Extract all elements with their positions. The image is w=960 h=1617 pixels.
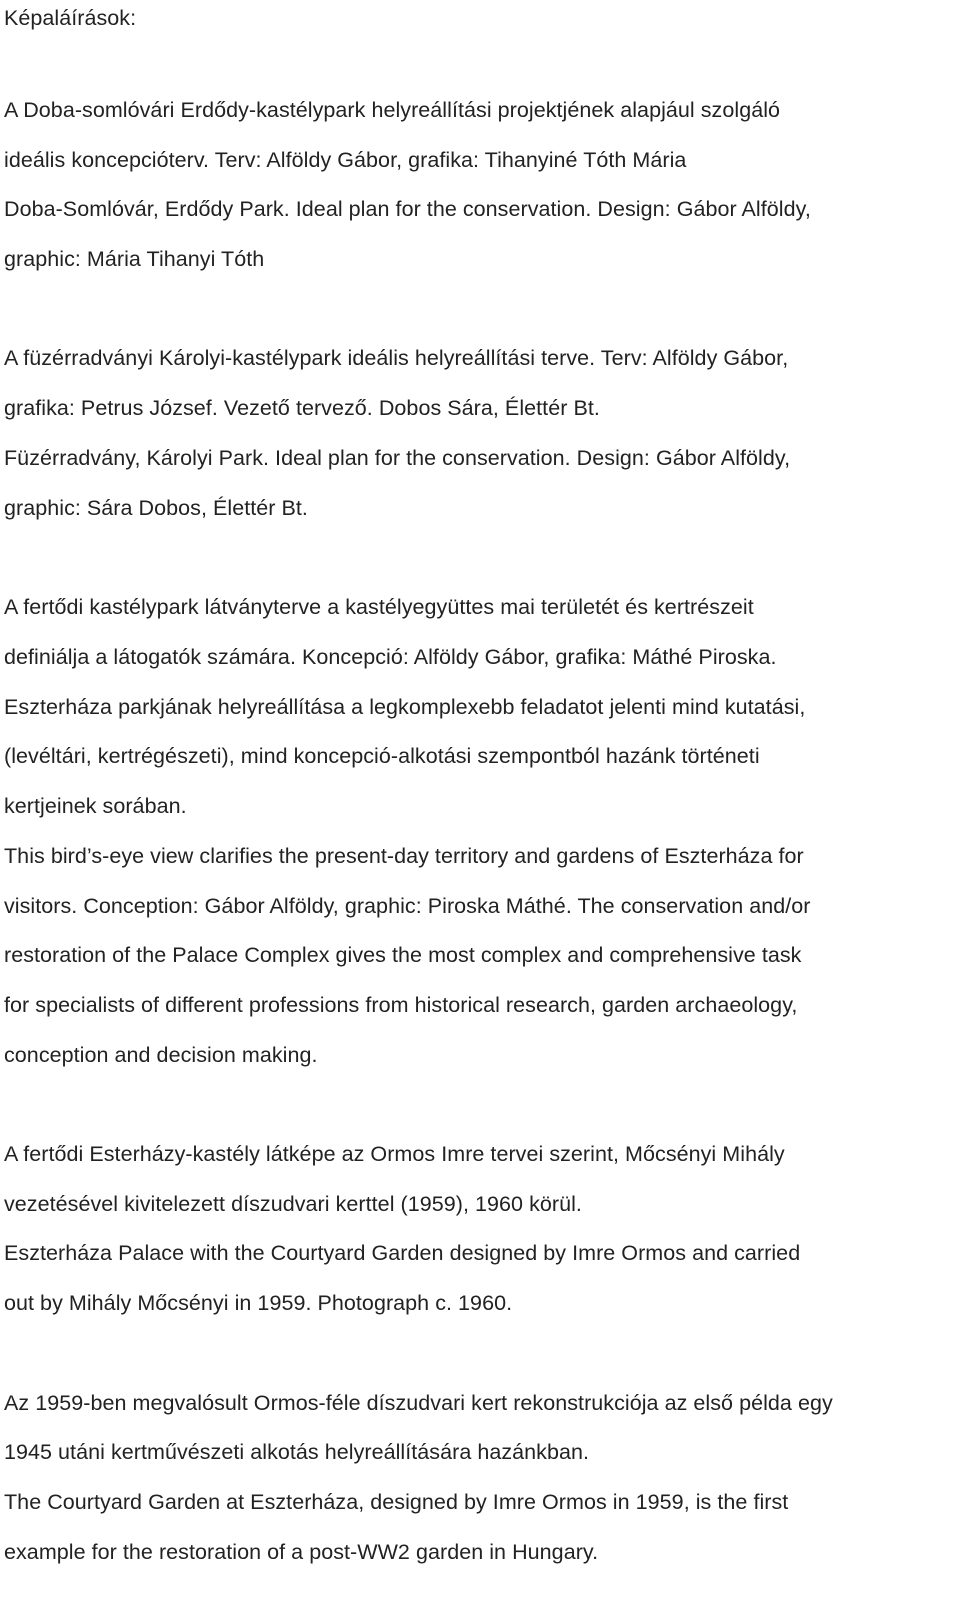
caption-3-line-7: visitors. Conception: Gábor Alföldy, graphic: Piroska Máthé. The conservation and/or [4, 894, 811, 918]
caption-3-line-1: A fertődi kastélypark látványterve a kastélyegyüttes mai területét és kertrészeit [4, 595, 754, 619]
page-heading: Képaláírások: [4, 6, 137, 30]
caption-3-line-8: restoration of the Palace Complex gives the most complex and comprehensive task [4, 943, 802, 967]
caption-4-line-2: vezetésével kivitelezett díszudvari kerttel (1959), 1960 körül. [4, 1192, 582, 1216]
caption-3-line-4: (levéltári, kertrégészeti), mind koncepció-alkotási szempontból hazánk történeti [4, 744, 760, 768]
caption-3-line-2: definiálja a látogatók számára. Koncepció: Alföldy Gábor, grafika: Máthé Piroska. [4, 645, 777, 669]
caption-2-line-4: graphic: Sára Dobos, Élettér Bt. [4, 496, 308, 520]
caption-4-line-4: out by Mihály Mőcsényi in 1959. Photograph c. 1960. [4, 1291, 513, 1315]
caption-2-line-1: A füzérradványi Károlyi-kastélypark ideális helyreállítási terve. Terv: Alföldy Gábor, [4, 346, 789, 370]
caption-5-line-1: Az 1959-ben megvalósult Ormos-féle díszudvari kert rekonstrukciója az első példa egy [4, 1391, 833, 1415]
caption-1-line-3: Doba-Somlóvár, Erdődy Park. Ideal plan for the conservation. Design: Gábor Alföldy, [4, 197, 811, 221]
caption-1-line-2: ideális koncepcióterv. Terv: Alföldy Gábor, grafika: Tihanyiné Tóth Mária [4, 148, 687, 172]
caption-3-line-5: kertjeinek sorában. [4, 794, 187, 818]
caption-1-line-1: A Doba-somlóvári Erdődy-kastélypark helyreállítási projektjének alapjául szolgáló [4, 98, 781, 122]
caption-1-line-4: graphic: Mária Tihanyi Tóth [4, 247, 265, 271]
caption-3-line-10: conception and decision making. [4, 1043, 318, 1067]
caption-5-line-2: 1945 utáni kertművészeti alkotás helyreállítására hazánkban. [4, 1440, 590, 1464]
caption-3-line-9: for specialists of different professions from historical research, garden archaeology, [4, 993, 798, 1017]
caption-5-line-4: example for the restoration of a post-WW2 garden in Hungary. [4, 1540, 599, 1564]
caption-3-line-6: This bird’s-eye view clarifies the present-day territory and gardens of Eszterháza for [4, 844, 804, 868]
caption-3-line-3: Eszterháza parkjának helyreállítása a legkomplexebb feladatot jelenti mind kutatási, [4, 695, 806, 719]
caption-5-line-3: The Courtyard Garden at Eszterháza, designed by Imre Ormos in 1959, is the first [4, 1490, 789, 1514]
caption-2-line-2: grafika: Petrus József. Vezető tervező. Dobos Sára, Élettér Bt. [4, 396, 600, 420]
caption-4-line-3: Eszterháza Palace with the Courtyard Garden designed by Imre Ormos and carried [4, 1241, 801, 1265]
caption-4-line-1: A fertődi Esterházy-kastély látképe az Ormos Imre tervei szerint, Mőcsényi Mihály [4, 1142, 785, 1166]
caption-2-line-3: Füzérradvány, Károlyi Park. Ideal plan for the conservation. Design: Gábor Alföldy, [4, 446, 791, 470]
